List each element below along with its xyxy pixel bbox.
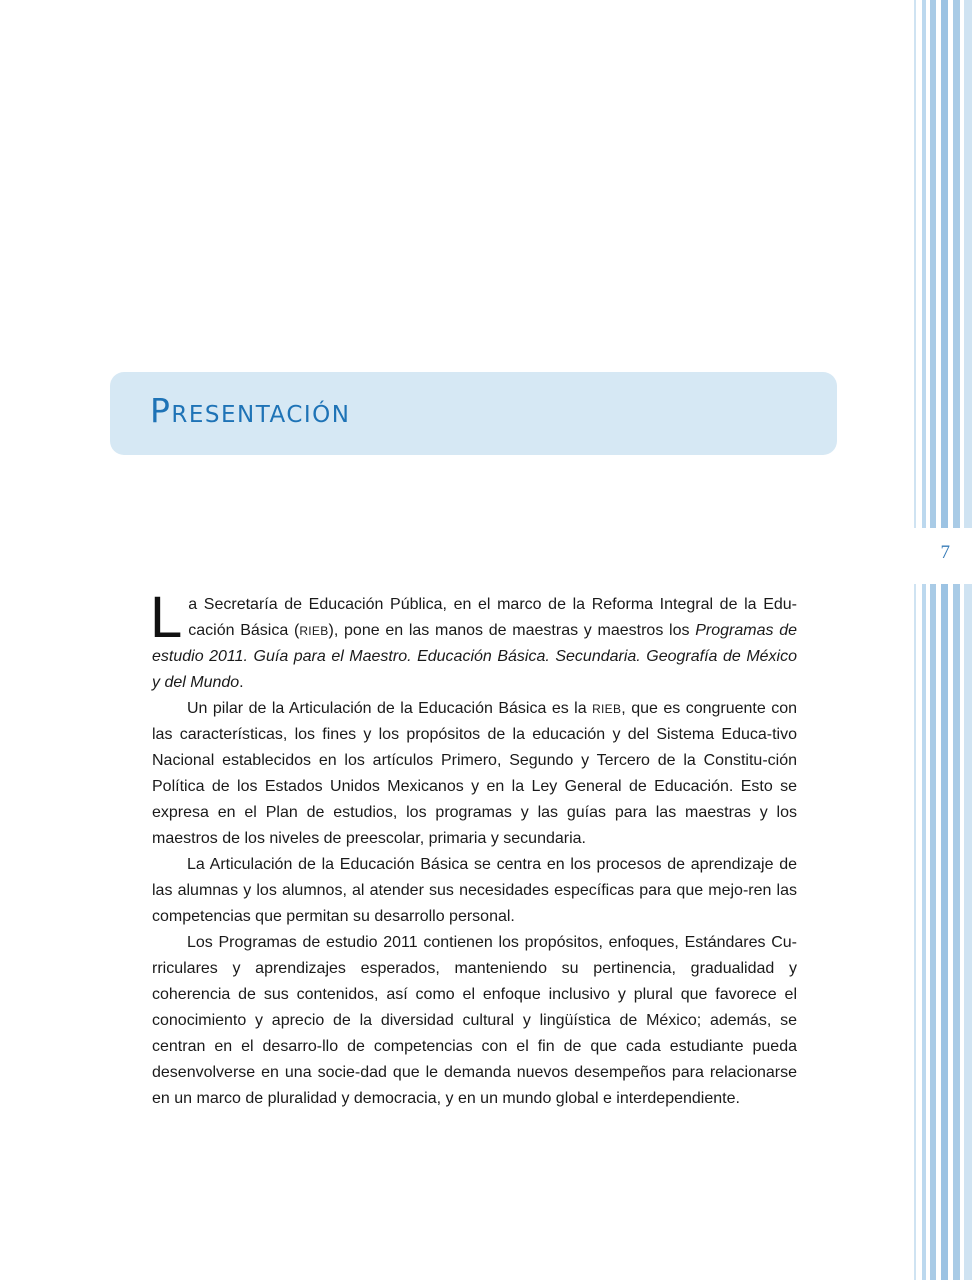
body-text <box>150 585 798 1112</box>
page-number: 7 <box>940 542 950 563</box>
paragraph-2-text: , que es congruente con las características, los fines y los propósitos de la educación y del Sistema Educa-tivo Nacional establecidos en los artículos Primero, Segundo y Tercero de la Constitu-ción Política de los Estados Unidos Mexicanos y en la Ley General de Educación. Esto se expresa en el Plan de estudios, los programas y las guías para las maestras y los maestros de los niveles de preescolar, primaria y secundaria. <box>152 700 798 847</box>
abbreviation: RIEB <box>592 702 622 716</box>
paragraph-2-text: Un pilar de la Articulación de la Educación Básica es la <box>187 700 593 717</box>
stripe <box>922 0 926 1280</box>
stripe <box>953 0 960 1280</box>
section-header <box>110 372 837 455</box>
publication-title: Programas de estudio 2011. Guía para el Maestro. Educación Básica. Secundaria. Geografía de México y del Mundo <box>152 622 798 691</box>
section-title: Presentación <box>150 391 351 430</box>
paragraph-1 <box>150 585 798 696</box>
decorative-stripes <box>914 0 972 1280</box>
stripe <box>941 0 948 1280</box>
abbreviation: RIEB <box>299 624 329 638</box>
stripe <box>964 0 972 1280</box>
paragraph-4: Los Programas de estudio 2011 contienen los propósitos, enfoques, Estándares Cu-rriculares y aprendizajes esperados, manteniendo su pertinencia, gradualidad y coherencia de sus contenidos, así como el enfoque inclusivo y plural que favorece el conocimiento y aprecio de la diversidad cultural y lingüística de México; además, se centran en el desarro-llo de competencias con el fin de que cada estudiante pueda desenvolverse en una socie-dad que le demanda nuevos desempeños para relacionarse en un marco de pluralidad y democracia, y en un mundo global e interdependiente. <box>152 934 797 1107</box>
paragraph-1-text: ), pone en las manos de maestras y maestros los <box>328 622 696 639</box>
drop-cap: L <box>150 585 183 650</box>
paragraph-1-text: a Secretaría de Educación Pública, en el marco de la Reforma Integral de la Edu-cación Básica ( <box>188 596 797 639</box>
stripe <box>930 0 936 1280</box>
paragraph-2 <box>152 696 797 852</box>
stripe <box>914 0 916 1280</box>
paragraph-1-text: . <box>239 674 244 691</box>
paragraph-3: La Articulación de la Educación Básica se centra en los procesos de aprendizaje de las alumnas y los alumnos, al atender sus necesidades específicas para que mejo-ren las competencias que permitan su desarrollo personal. <box>152 856 797 925</box>
